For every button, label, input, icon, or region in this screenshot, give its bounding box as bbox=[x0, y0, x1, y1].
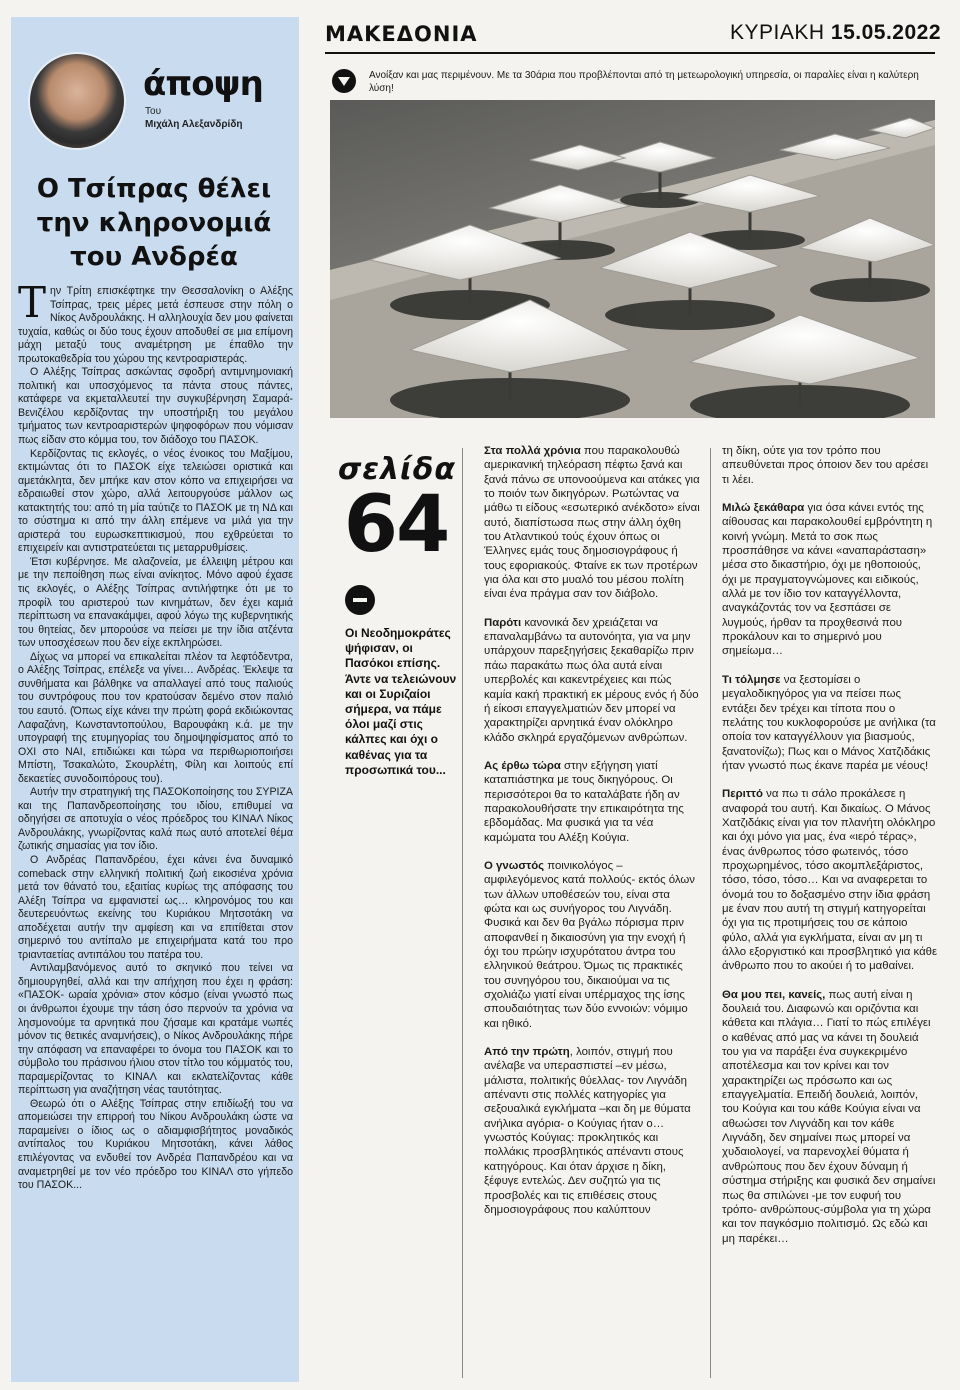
opinion-paragraph: Αυτήν την στρατηγική της ΠΑΣΟΚοποίησης του ΣΥΡΙΖΑ και της Παπανδρεοποίησης του ιδίου, επιθυμεί να οδηγήσει σε αποτυχία ο νέος πρόεδρος του ΚΙΝΑΛ Νίκος Ανδρουλάκης, γνωρίζοντας καλά πως αυτό αποτελεί θέμα ζωτικής σημασίας για τον ίδιο. bbox=[18, 786, 293, 853]
opinion-paragraph: Ο Ανδρέας Παπανδρέου, έχει κάνει ένα δυναμικό comeback στην ελληνική πολιτική ζωή εικοσιένα χρόνια μετά τον θάνατό του, εξαιτίας κυρίως της απόφασης του Αλέξη Τσίπρα να εμφανιστεί ως… κληρονόμος του και δευτερευόντως εκείνης του Κυριάκου Μητσοτάκη να αποδέχεται αυτήν την αμφίεση και να επιτίθεται στον σημερινό του αντίπαλο με επιχειρήματα κατά του προ τριανταετίας αντιπάλου του πατέρα του. bbox=[18, 853, 293, 961]
opinion-paragraph: Αντιλαμβανόμενος αυτό το σκηνικό που τείνει να δημιουργηθεί, αλλά και την απήχηση που έχει η φράση: «ΠΑΣΟΚ- ωραία χρόνια» στον κόσμο (είναι γνωστό πως οι άνθρωποι έχουμε την τάση όσο περνούν τα χρόνια να λησμονούμε τα αρνητικά που ζήσαμε και κρατάμε νωπές μόνον τις θετικές αναμνήσεις), ο Νίκος Ανδρουλάκης πήρε την απόφαση να επαναφέρει το όνομα του ΠΑΣΟΚ και το σύμβολο του πράσινου ήλιου στον τίτλο του κόμματός του, παραμερίζοντας το ΚΙΝΑΛ και εκλατελίζοντας κάθε περίπτωση για αναζήτηση νέας ταυτότητας. bbox=[18, 962, 293, 1097]
page-word: σελίδα bbox=[338, 452, 456, 487]
header-rule bbox=[325, 52, 935, 54]
issue-date bbox=[730, 21, 941, 45]
column-paragraph: τη δίκη, ούτε για τον τρόπο που απευθύνεται προς όποιον δεν του αρέσει τι λέει. bbox=[722, 445, 929, 486]
column-paragraph: Μιλώ ξεκάθαρα για όσα κάνει εντός της αίθουσας και παρακολουθεί εμβρόντητη η κοινή γνώμη. Μετά το σοκ πως προσπάθησε να κάνει «αναπαράσταση» μέσα στο δικαστήριο, όχι με ηθοποιούς, όχι με πραγματογνώμονες και ειδικούς, αλλά με τον ίδιο τον καταγγέλλοντα, αναγκάζοντάς τον να ξεσπάσει σε λυγμούς, ήρθαν τα προχθεσινά που προκάλουν και το σημερινό μου σημείωμα… bbox=[722, 502, 933, 658]
column-right bbox=[722, 444, 938, 1260]
column-paragraph: Ας έρθω τώρα στην εξήγηση γιατί καταπιάστηκα με τους δικηγόρους. Οι περισσότεροι θα το καταλάβατε ήδη αν παρακολουθήσατε την επικαιρότητα της εβδομάδας. Μα φυσικά για τα νέα καμώματα του Αλέξη Κούγια. bbox=[484, 759, 684, 844]
opinion-paragraph: Έτσι κυβέρνησε. Με αλαζονεία, με έλλειψη μέτρου και με την πεποίθηση πως είναι ανίκητος. Μόνο αφού έχασε τις εκλογές, ο Αλέξης Τσίπρας αντιλήφτηκε ότι με το προφίλ του αριστερού των κινημάτων, δεν έχει καμιά περίπτωση να επανακάμψει, αφού λόγω της κυβερνητικής του θητείας, δεν μπορούσε να πείσει με την ίδια ατζέντα των υποσχέσεων που δεν είχε εκπληρώσει. bbox=[18, 555, 293, 650]
caption-arrow-icon bbox=[332, 69, 356, 93]
issue-day: ΚΥΡΙΑΚΗ bbox=[730, 21, 825, 44]
column-middle bbox=[484, 444, 700, 1231]
column-paragraph: Στα πολλά χρόνια που παρακολουθώ αμερικανική τηλεόραση πέφτω ξανά και ξανά πάνω σε υπονοούμενα και ατάκες για το ποιόν των δικηγόρων. Ρωτώντας να μάθω τι είδους «εσωτερικό ανέκδοτο» είναι αυτό, διαπίστωσα πως στην άλλη όχθη του Ατλαντικού τούς έχουν όπως οι Έλληνες εμάς τους δημοσιογράφους ή τους εφοριακούς. Φταίνε εκ των προτέρων για όλα και στο μυαλό του μέσου πολίτη είναι ένα πράγμα σαν τον διάβολο. bbox=[484, 445, 700, 601]
page-number: 64 bbox=[343, 480, 449, 570]
opinion-body bbox=[18, 278, 293, 1193]
opinion-paragraph: Ο Αλέξης Τσίπρας ασκώντας σφοδρή αντιμνημονιακή πολιτική και υποσχόμενος τα πάντα στους πάντες, κατάφερε να εκμεταλλευτεί την συγκυβέρνηση Σαμαρά- Βενιζέλου κερδίζοντας την υποστήριξη του μεγάλου τμήματος των κεντροαριστερών ψηφοφόρων που νόμισαν πως είδαν στο κόμμα του, τον διάδοχο του ΠΑΣΟΚ. bbox=[18, 366, 293, 447]
opinion-paragraph: Την Τρίτη επισκέφτηκε την Θεσσαλονίκη ο Αλέξης Τσίπρας, τρεις μέρες μετά έσπευσε στην πόλη ο Νίκος Ανδρουλάκης. Η αλληλουχία δεν μου φαίνεται τυχαία, καθώς οι δύο τους έχουν αποδυθεί σε μια επίμονη μάχη μεταξύ τους αναμέτρηση με έπαθλο την πρωτοκαθεδρία του χώρου της κεντροαριστεράς. bbox=[18, 278, 293, 365]
column-paragraph: Παρότι κανονικά δεν χρειάζεται να επαναλαμβάνω τα αυτονόητα, για να μην υπάρχουν παρεξηγήσεις ξεκαθαρίζω πριν πάω παρακάτω πως όλα αυτά είναι υπερβολές και κακεντρέχειες και πώς καμία κακή πρακτική εκ μέρους ενός ή δύο ή είκοσι επαγγελματιών δεν μπορεί να χαρακτηρίζει αρνητικά έναν ολόκληρο κλάδο σκληρά εργαζόμενων ανθρώπων. bbox=[484, 616, 699, 744]
beach-photo-illustration bbox=[330, 100, 935, 418]
photo-caption: Ανοίξαν και μας περιμένουν. Με τα 30άρια που προβλέπονται από τη μετεωρολογική υπηρεσία, οι παραλίες είναι η καλύτερη λύση! bbox=[369, 70, 919, 94]
opinion-title: Ο Τσίπρας θέλει την κληρονομιά του Ανδρέα bbox=[36, 174, 272, 272]
column-divider bbox=[462, 448, 463, 1378]
byline-prefix: Του bbox=[145, 106, 162, 117]
minus-icon bbox=[345, 585, 375, 615]
section-name: ΜΑΚΕΔΟΝΙΑ bbox=[325, 22, 478, 46]
column-paragraph: Περιττό να πω τι σάλο προκάλεσε η αναφορά του αυτή. Και δικαίως. Ο Μάνος Χατζιδάκις είναι για τον πλανήτη ολόκληρο και όχι μόνο για μας, ένα «ιερό τέρας», ένας άνθρωπος τόσο φωτεινός, τόσο προχωρημένος, τόσο ακομπλεξάριστος, τόσο, τόσο, τόσο… Και να αναφερεται το όνομά του το δοξασμένο στην ίδια φράση με έναν που αυτή τη στιγμή κατηγορείται όχι για τις προτιμήσεις του σε κάποιο φύλο, αλλά για εγκλήματα, είναι αν μη τι άλλο εξοργιστικό και προσβλητικό για κάθε άνθρωπο που το ακούει ή το μαθαίνει. bbox=[722, 788, 938, 973]
opinion-paragraph: Κερδίζοντας τις εκλογές, ο νέος ένοικος του Μαξίμου, εκτιμώντας ότι το ΠΑΣΟΚ είχε τελειώσει οριστικά και αμετάκλητα, δεν μπήκε καν στον κόπο να επιχειρήσει να εδραιωθεί στον χώρο, αλλά λειτουργούσε μάλλον ως κατακτητής του: από τη μία ταύτιζε το ΠΑΣΟΚ με τη ΝΔ και το σύστημα κι από την άλλη επέμενε να μιλά για την αριστερά του ευρωσκεπτικισμού, που εχθρεύεται το επιχειρείν και αντιστρατεύεται τις μεταρρυθμίσεις. bbox=[18, 447, 293, 555]
column-paragraph: Ο γνωστός ποινικολόγος – αμφιλεγόμενος κατά πολλούς- εκτός όλων των άλλων υποθέσεών του, είναι στα φώτα και ως συνήγορος του Λιγνάδη. Φυσικά και δεν θα βγάλω πόρισμα πριν αποφανθεί η δικαιοσύνη για την ενοχή ή όχι του πρώην ισχυρότατου άντρα του ελληνικού θεάτρου. Όμως τις πρακτικές του συνηγόρου του, δικαιούμαι να τις σχολιάζω γιατί είναι υπέρμαχος της ίσης σπουδαιότητας των δύο εννοιών: νόμιμο και ηθικό. bbox=[484, 859, 695, 1030]
opinion-label: άποψη bbox=[143, 64, 263, 104]
column-paragraph: Από την πρώτη, λοιπόν, στιγμή που ανέλαβε να υπερασπιστεί –εν μέσω, μάλιστα, πολιτικής θύελλας- τον Λιγνάδη απέναντι στις πολλές κατηγορίες για σεξουαλικά εγκλήματα –και δη με θύματα ανήλικα αγόρια- ο Κούγιας ήταν ο… γνωστός Κούγιας: προκλητικός και πολλάκις προσβλητικός απέναντι στους κατηγόρους. Και όταν άρχισε η δίκη, ξέφυγε εντελώς. Δεν συζητώ για τις προσβολές και τις επιθέσεις στους δημοσιογράφους που καλύπτουν bbox=[484, 1046, 691, 1216]
column-paragraph: Θα μου πει, κανείς, πως αυτή είναι η δουλειά του. Διαφωνώ και οριζόντια και κάθετα και πλάγια… Γιατί το πώς επιλέγει ο καθένας από μας να κάνει τη δουλειά του για να παράξει ένα συγκεκριμένο αποτέλεσμα και τον κρίνει και τον χαρακτηρίζει ως πρόσωπο και ως επαγγελματία. Επειδή δουλειά, λοιπόν, του Κούγια και του κάθε Κούγια είναι να αθωώσει τον Λιγνάδη και τον κάθε Λιγνάδη, δεν σημαίνει πως μπορεί να χυδαιολογεί, να παρενοχλεί θύματα ή ανθρώπους που δεν έχουν δύναμη ή σύστημα στήριξης και φυσικά δεν σημαίνει πως θα σπιλώνει -με τον ευφυή του τρόπο- ανθρώπους-σύμβολα για τη χώρα και τον παγκόσμιο πολιτισμό. Ως εδώ και μη παρέκει… bbox=[722, 988, 936, 1245]
beach-umbrellas-photo bbox=[330, 100, 935, 418]
column-paragraph: Τι τόλμησε να ξεστομίσει ο μεγαλοδικηγόρος για να πείσει πως εντάξει δεν τρέχει και τίποτα που ο πελάτης του κυκλοφορούσε με ανήλικα (τα οποία τον καταγγέλλουν για βιασμούς, ξανατονίζω); Πως και ο Μάνος Χατζιδάκις ήταν γνωστό πως έκανε παρέα με νέους! bbox=[722, 673, 936, 772]
drop-cap: Τ bbox=[18, 278, 47, 327]
issue-date-value: 15.05.2022 bbox=[830, 21, 941, 44]
column-divider bbox=[710, 448, 711, 1378]
opinion-paragraph: Θεωρώ ότι ο Αλέξης Τσίπρας στην επιδίωξή του να απομειώσει την επιρροή του Νίκου Ανδρουλάκη ώστε να παραμείνει ο ίδιος ως ο αδιαμφισβήτητος μοναδικός αντίπαλος του Κυριάκου Μητσοτάκη, κάνει λάθος επιλέγοντας να ενδυθεί τον Ανδρέα Παπανδρέου και να αναμετρηθεί με τον νέο πρόεδρο του ΚΙΝΑΛ στο γήπεδο του ΠΑΣΟΚ... bbox=[18, 1097, 293, 1192]
aside-comment: Οι Νεοδημοκράτες ψήφισαν, οι Πασόκοι επίσης. Άντε να τελειώνουν και οι Συριζαίοι σήμερα, να πάμε όλοι μαζί στις κάλπες και όχι ο καθένας για τα προσωπικά του... bbox=[345, 626, 457, 777]
author-avatar bbox=[28, 52, 126, 150]
opinion-paragraph: Δίχως να μπορεί να επικαλείται πλέον τα λεφτόδεντρα, ο Αλέξης Τσίπρας, επέλεξε να γίνει… Ανδρέας. Έκλεψε τα συνθήματα και βάλθηκε να απαλλαγεί από τους παλιούς του συντρόφους που τον κρατούσαν δεμένο στον παλιό του εαυτό. (Όπως είχε κάνει την πρώτη φορά εκδιώκοντας Λαφαζάνη, Κωνσταντοπούλου, Βαρουφάκη κ.ά. με την υπογραφή της ετυμηγορίας του δημοψηφίσματος από το ΟΧΙ στο ΝΑΙ, επιδιώκει και τώρα να περιθωριοποιήσει Μπίστη, Τσακαλώτο, Σκουρλέτη, Φίλη και λοιπούς επί δεκαετίες συνοδοιπόρους του). bbox=[18, 650, 293, 785]
author-name: Μιχάλη Αλεξανδρίδη bbox=[145, 119, 243, 130]
